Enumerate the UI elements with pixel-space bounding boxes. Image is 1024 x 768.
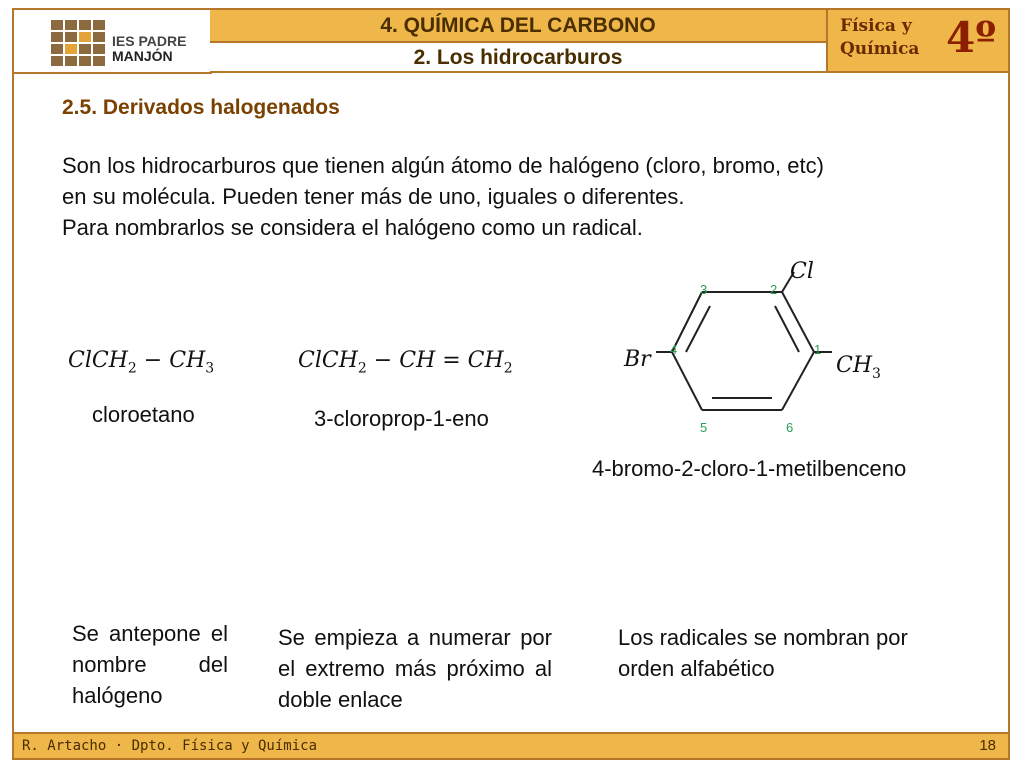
- formula-subscript: 2: [357, 360, 367, 377]
- compound-name-cloropropeno: 3-cloroprop-1-eno: [314, 406, 489, 431]
- formula-subscript: 2: [503, 360, 513, 377]
- benzene-ring-diagram: [610, 250, 910, 450]
- intro-line: en su molécula. Pueden tener más de uno, iguales o diferentes.: [62, 184, 685, 209]
- double-bond-line: [686, 306, 710, 352]
- logo-grid-icon: [51, 20, 105, 68]
- intro-text: [62, 150, 982, 243]
- subject-badge: [826, 10, 1008, 73]
- formula-cloropropeno: [298, 348, 513, 376]
- intro-line: Son los hidrocarburos que tienen algún átomo de halógeno (cloro, bromo, etc): [62, 153, 824, 178]
- ring-bond: [782, 352, 814, 410]
- unit-title: 4. QUÍMICA DEL CARBONO: [210, 10, 826, 43]
- ring-number-5: 5: [700, 420, 708, 435]
- subject-line2: Química: [840, 39, 920, 59]
- formula-cloroetano: [68, 348, 214, 376]
- ring-bond: [672, 352, 702, 410]
- subject-name: [840, 15, 919, 61]
- ch3-subscript: 3: [872, 366, 881, 382]
- formula-part: ClCH: [68, 348, 128, 373]
- footer-bar: [14, 732, 1008, 758]
- formula-subscript: 2: [127, 360, 137, 377]
- grade-label: 4º: [946, 13, 997, 62]
- ch3-label: [836, 353, 881, 382]
- formula-part: ClCH: [298, 348, 358, 373]
- unit-subtitle: 2. Los hidrocarburos: [210, 43, 826, 73]
- footer-author: R. Artacho · Dpto. Física y Química: [22, 738, 318, 754]
- cl-label: Cl: [790, 259, 814, 284]
- note-cloropropeno: Se empieza a numerar por el extremo más próximo al doble enlace: [278, 625, 552, 712]
- compound-name-cloroetano: cloroetano: [92, 402, 195, 427]
- note-bromocloro: Los radicales se nombran por orden alfabético: [618, 625, 908, 681]
- logo-text: [112, 34, 186, 64]
- logo-line2: MANJÓN: [112, 48, 173, 64]
- note-cloroetano: Se antepone el nombre del halógeno: [72, 621, 228, 708]
- intro-line: Para nombrarlos se considera el halógeno como un radical.: [62, 215, 643, 240]
- formula-subscript: 3: [205, 360, 215, 377]
- school-logo: [14, 10, 212, 74]
- formula-part: − CH: [136, 348, 206, 373]
- logo-line1: IES PADRE: [112, 33, 187, 49]
- formula-part: − CH = CH: [366, 348, 504, 373]
- ring-number-4: 4: [670, 342, 678, 357]
- br-label: Br: [624, 347, 651, 372]
- compound-name-bromocloro: 4-bromo-2-cloro-1-metilbenceno: [592, 456, 907, 481]
- ch3-text: CH: [836, 353, 873, 378]
- ring-bond: [782, 292, 814, 352]
- subject-line1: Física y: [840, 16, 912, 36]
- ring-number-1: 1: [814, 342, 822, 357]
- ring-number-3: 3: [700, 282, 708, 297]
- ring-number-2: 2: [770, 282, 778, 297]
- ring-number-6: 6: [786, 420, 794, 435]
- section-title: 2.5. Derivados halogenados: [62, 96, 340, 119]
- double-bond-line: [775, 306, 799, 352]
- page-number: 18: [979, 737, 996, 754]
